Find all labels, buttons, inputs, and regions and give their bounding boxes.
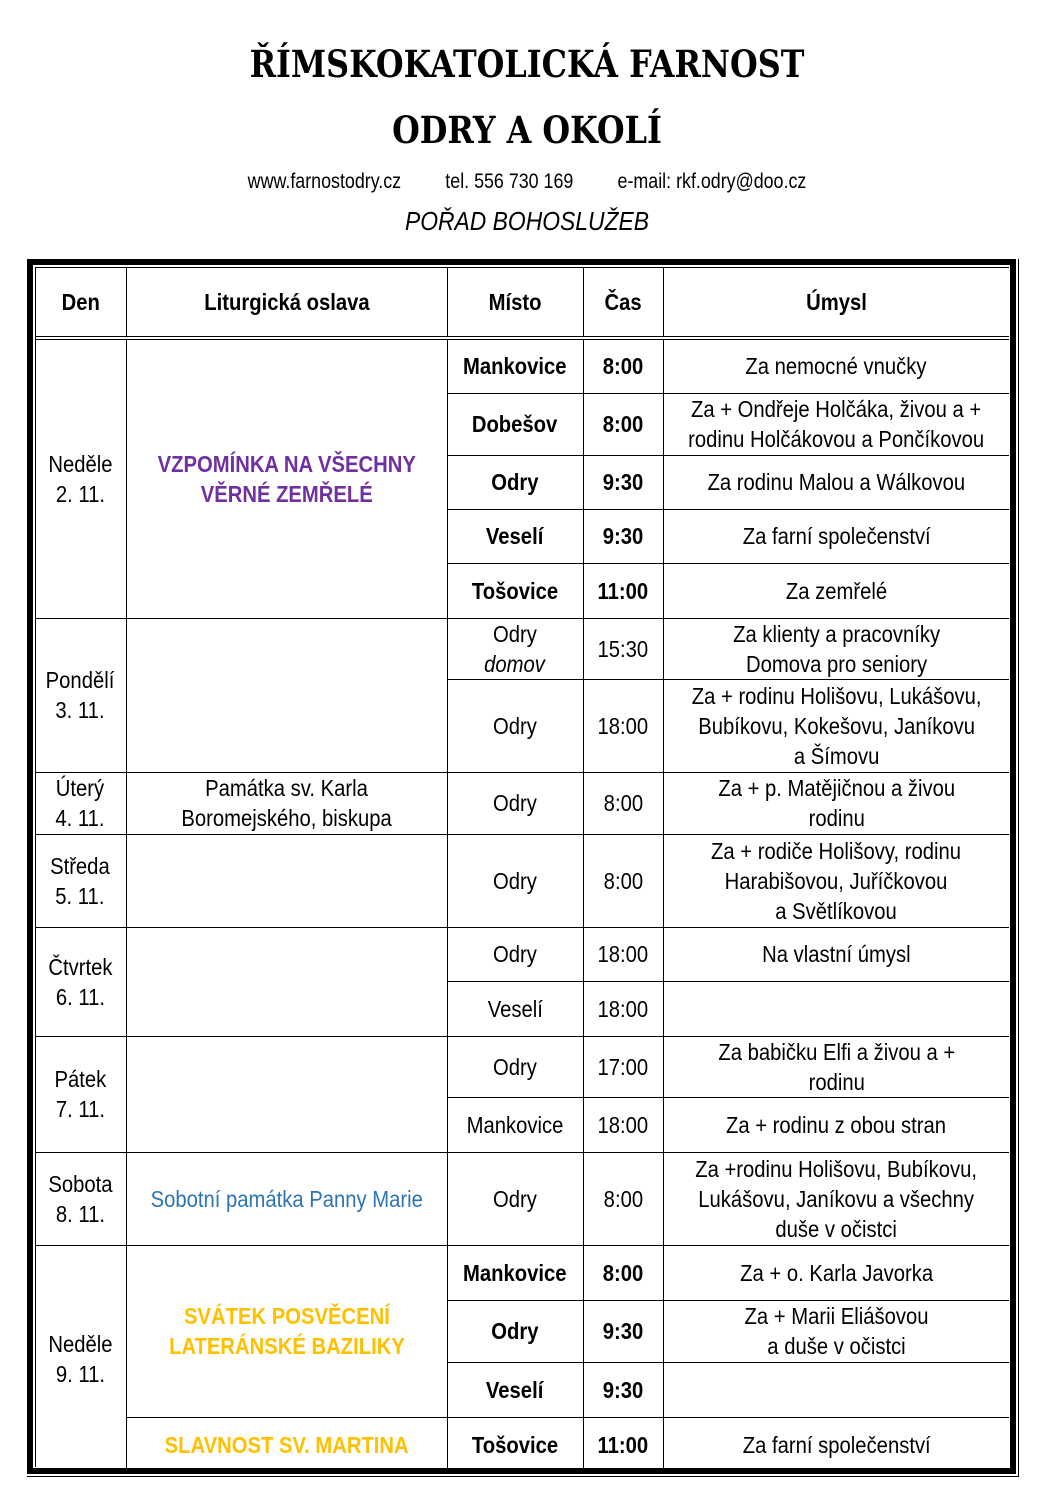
day-label: Neděle 2. 11. — [48, 450, 113, 507]
table-frame-inner — [35, 267, 1009, 1467]
intention-label: Za + rodinu z obou stran — [726, 1111, 947, 1138]
place-label: Odry — [493, 867, 537, 894]
place-label: Tošovice — [471, 577, 559, 604]
schedule-heading: POŘAD BOHOSLUŽEB — [404, 206, 650, 236]
place-label: Odry — [493, 712, 537, 739]
time-label: 9:30 — [602, 1376, 644, 1403]
intention-label: Za farní společenství — [742, 1431, 931, 1458]
celebration-label: Sobotní památka Panny Marie — [150, 1185, 423, 1212]
time-label: 9:30 — [602, 523, 644, 549]
place-label: Veselí — [486, 523, 544, 549]
phone-number: tel. 556 730 169 — [445, 170, 574, 193]
email-address[interactable]: e-mail: rkf.odry@doo.cz — [617, 170, 807, 193]
intention-label: Za + p. Matějičnou a živou rodinu — [717, 775, 955, 831]
intention-label: Na vlastní úmysl — [762, 941, 911, 967]
celebration-label: SVÁTEK POSVĚCENÍ LATERÁNSKÉ BAZILIKY — [168, 1303, 405, 1359]
place-label: Mankovice — [463, 353, 567, 380]
contact-line — [79, 170, 975, 194]
place-label: Veselí — [486, 1376, 544, 1403]
intention-label: Za +rodinu Holišovu, Bubíkovu, Lukášovu, Janíkovu a všechny duše v očistci — [695, 1155, 978, 1242]
place-label: Odry — [491, 469, 539, 495]
time-label: 17:00 — [597, 1053, 649, 1080]
celebration-label: VZPOMÍNKA NA VŠECHNY VĚRNÉ ZEMŘELÉ — [157, 450, 416, 507]
parish-title: ŘÍMSKOKATOLICKÁ FARNOST — [249, 42, 805, 86]
time-label: 8:00 — [603, 790, 643, 816]
intention-label: Za + Marii Eliášovou a duše v očistci — [744, 1303, 929, 1359]
intention-label: Za farní společenství — [742, 523, 931, 549]
day-label: Úterý 4. 11. — [55, 775, 105, 831]
time-label: 11:00 — [597, 577, 649, 604]
time-label: 18:00 — [597, 995, 649, 1022]
day-label: Neděle 9. 11. — [48, 1330, 113, 1387]
time-label: 8:00 — [602, 1259, 644, 1286]
time-label: 18:00 — [597, 1111, 649, 1138]
time-label: 11:00 — [597, 1431, 649, 1458]
celebration-label-secondary: SLAVNOST SV. MARTINA — [164, 1431, 409, 1458]
header-day: Den — [35, 267, 126, 338]
time-label: 8:00 — [602, 353, 644, 380]
place-label: Odry — [493, 620, 537, 647]
day-label: Sobota 8. 11. — [48, 1170, 113, 1227]
place-note: domov — [484, 650, 546, 677]
place-label: Odry — [493, 941, 537, 967]
day-label: Čtvrtek 6. 11. — [48, 953, 113, 1010]
day-label: Středa 5. 11. — [50, 852, 111, 909]
place-label: Tošovice — [471, 1431, 559, 1458]
place-label: Veselí — [487, 995, 543, 1022]
place-label: Mankovice — [463, 1259, 567, 1286]
place-label: Dobešov — [472, 411, 558, 437]
header-place: Místo — [447, 267, 583, 338]
website-link[interactable]: www.farnostodry.cz — [247, 170, 402, 193]
intention-label: Za + Ondřeje Holčáka, živou a + rodinu Holčákovou a Pončíkovou — [688, 396, 985, 452]
intention-label: Za zemřelé — [785, 577, 887, 604]
place-label: Odry — [493, 1053, 537, 1080]
time-label: 15:30 — [597, 635, 649, 662]
day-label: Pátek 7. 11. — [54, 1066, 107, 1122]
place-label: Odry — [493, 790, 537, 816]
time-label: 18:00 — [597, 712, 649, 739]
intention-label: Za + rodinu Holišovu, Lukášovu, Bubíkovu, Kokešovu, Janíkovu a Šímovu — [691, 682, 982, 769]
header-time: Čas — [583, 267, 663, 338]
time-label: 8:00 — [602, 411, 644, 437]
header-celebration: Liturgická oslava — [126, 267, 447, 338]
time-label: 9:30 — [602, 469, 644, 495]
place-label: Mankovice — [466, 1111, 564, 1138]
header-intention: Úmysl — [663, 267, 1009, 338]
place-label: Odry — [493, 1185, 537, 1212]
celebration-label: Památka sv. Karla Boromejského, biskupa — [181, 775, 392, 831]
time-label: 8:00 — [603, 1185, 643, 1212]
time-label: 9:30 — [602, 1318, 644, 1344]
day-label: Pondělí 3. 11. — [45, 667, 115, 723]
time-label: 18:00 — [597, 941, 649, 967]
intention-label: Za + o. Karla Javorka — [739, 1259, 933, 1286]
time-label: 8:00 — [603, 867, 643, 894]
intention-label: Za + rodiče Holišovy, rodinu Harabišovou, Juříčkovou a Světlíkovou — [711, 837, 962, 924]
intention-label: Za klienty a pracovníky Domova pro seniory — [732, 620, 940, 677]
intention-label: Za babičku Elfi a živou a + rodinu — [717, 1038, 955, 1095]
place-label: Odry — [491, 1318, 539, 1344]
intention-label: Za nemocné vnučky — [745, 353, 927, 380]
parish-subtitle: ODRY A OKOLÍ — [392, 108, 662, 152]
intention-label: Za rodinu Malou a Wálkovou — [707, 469, 966, 495]
